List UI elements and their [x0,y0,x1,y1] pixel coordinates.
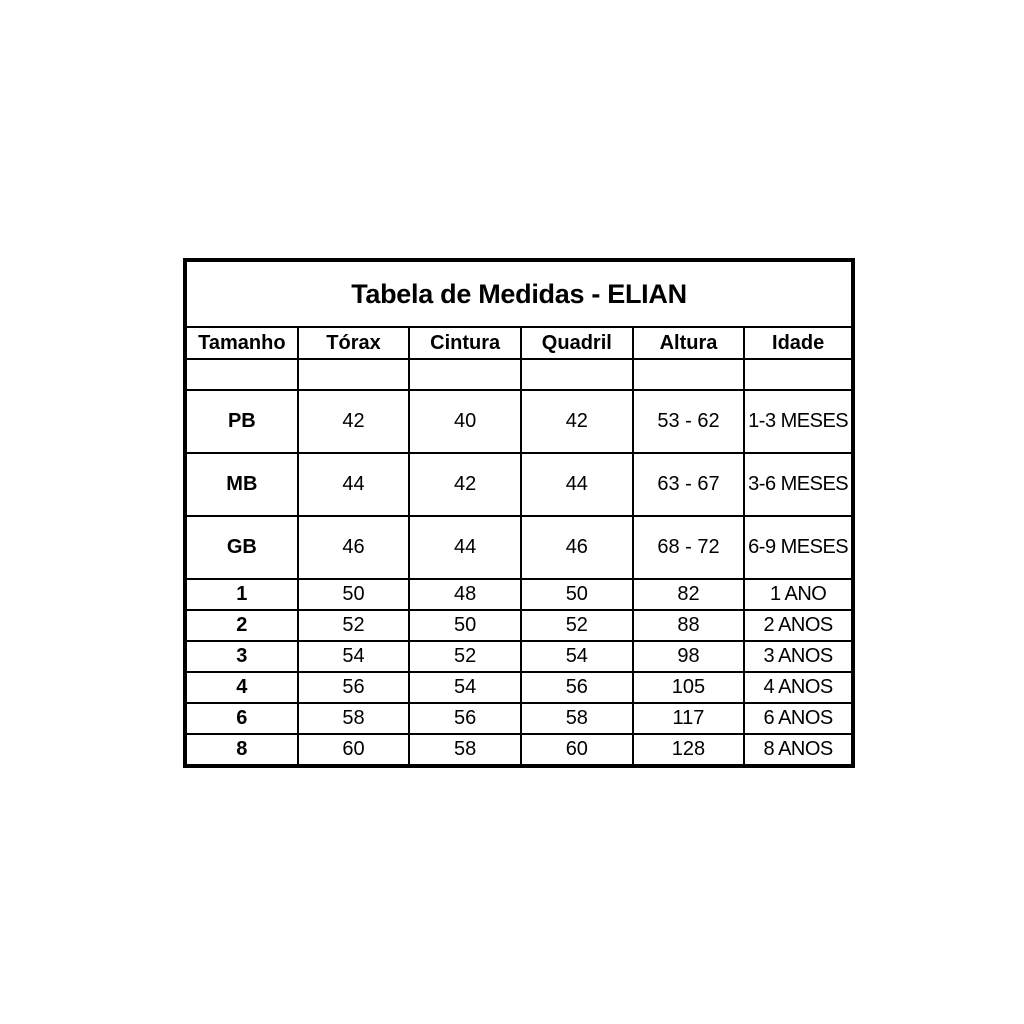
altura-cell: 117 [633,703,745,734]
size-cell: PB [185,390,298,453]
cintura-cell: 54 [409,672,521,703]
quadril-cell: 56 [521,672,633,703]
quadril-cell: 50 [521,579,633,610]
cintura-cell: 42 [409,453,521,516]
size-cell: GB [185,516,298,579]
size-cell: 2 [185,610,298,641]
header-altura: Altura [633,327,745,359]
torax-cell: 50 [298,579,410,610]
quadril-cell: 42 [521,390,633,453]
cintura-cell: 48 [409,579,521,610]
empty-cell [521,359,633,390]
table-row [185,579,853,610]
empty-cell [185,359,298,390]
idade-cell: 3-6 MESES [744,453,853,516]
table-row [185,734,853,766]
table-row [185,703,853,734]
size-chart-table [183,258,855,768]
torax-cell: 52 [298,610,410,641]
cintura-cell: 56 [409,703,521,734]
cintura-cell: 40 [409,390,521,453]
header-cintura: Cintura [409,327,521,359]
idade-cell: 8 ANOS [744,734,853,766]
header-quadril: Quadril [521,327,633,359]
torax-cell: 56 [298,672,410,703]
table-row [185,641,853,672]
empty-cell [633,359,745,390]
altura-cell: 68 - 72 [633,516,745,579]
header-idade: Idade [744,327,853,359]
altura-cell: 82 [633,579,745,610]
quadril-cell: 52 [521,610,633,641]
altura-cell: 105 [633,672,745,703]
torax-cell: 60 [298,734,410,766]
title-row [185,260,853,327]
cintura-cell: 58 [409,734,521,766]
torax-cell: 46 [298,516,410,579]
table-title: Tabela de Medidas - ELIAN [185,260,853,327]
header-row [185,327,853,359]
torax-cell: 44 [298,453,410,516]
table-row [185,390,853,453]
empty-cell [298,359,410,390]
cintura-cell: 52 [409,641,521,672]
table-row [185,672,853,703]
torax-cell: 54 [298,641,410,672]
quadril-cell: 60 [521,734,633,766]
quadril-cell: 46 [521,516,633,579]
idade-cell: 1 ANO [744,579,853,610]
size-cell: 6 [185,703,298,734]
idade-cell: 6 ANOS [744,703,853,734]
altura-cell: 63 - 67 [633,453,745,516]
size-cell: 4 [185,672,298,703]
size-cell: 3 [185,641,298,672]
empty-cell [409,359,521,390]
idade-cell: 4 ANOS [744,672,853,703]
empty-row [185,359,853,390]
quadril-cell: 58 [521,703,633,734]
idade-cell: 1-3 MESES [744,390,853,453]
cintura-cell: 50 [409,610,521,641]
torax-cell: 42 [298,390,410,453]
altura-cell: 128 [633,734,745,766]
header-torax: Tórax [298,327,410,359]
quadril-cell: 44 [521,453,633,516]
altura-cell: 53 - 62 [633,390,745,453]
size-cell: MB [185,453,298,516]
table-row [185,516,853,579]
cintura-cell: 44 [409,516,521,579]
table-row [185,453,853,516]
size-cell: 1 [185,579,298,610]
header-tamanho: Tamanho [185,327,298,359]
idade-cell: 3 ANOS [744,641,853,672]
empty-cell [744,359,853,390]
torax-cell: 58 [298,703,410,734]
altura-cell: 98 [633,641,745,672]
table-row [185,610,853,641]
idade-cell: 2 ANOS [744,610,853,641]
size-cell: 8 [185,734,298,766]
quadril-cell: 54 [521,641,633,672]
idade-cell: 6-9 MESES [744,516,853,579]
altura-cell: 88 [633,610,745,641]
